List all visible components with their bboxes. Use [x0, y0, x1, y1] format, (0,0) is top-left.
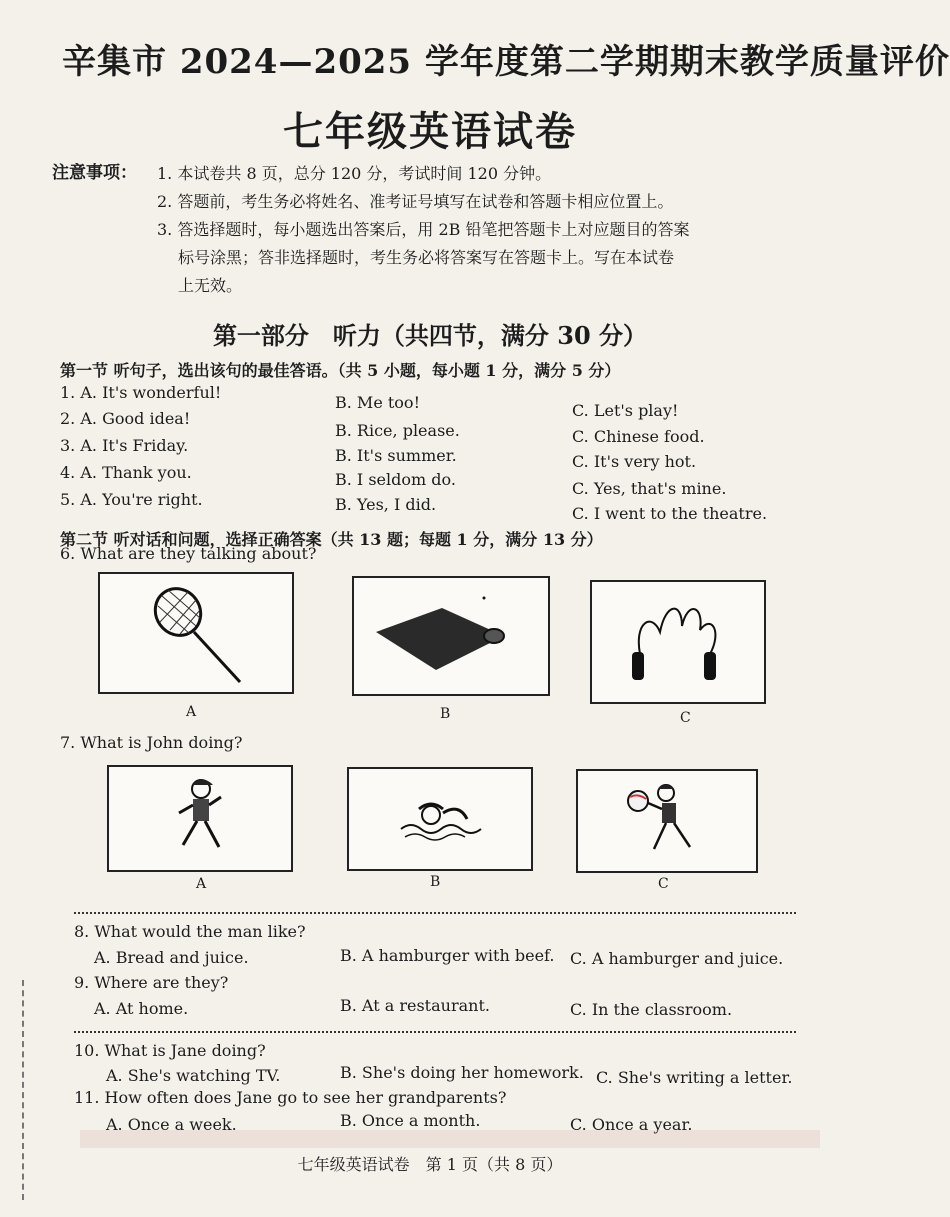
- exam-title-line2: 七年级英语试卷: [283, 108, 577, 155]
- exam-title-line1: 辛集市 2024—2025 学年度第二学期期末教学质量评价: [62, 42, 950, 82]
- q1-option-b: B. Me too!: [335, 393, 420, 412]
- q2-option-b: B. Rice, please.: [335, 421, 460, 440]
- q11-option-a: A. Once a week.: [106, 1115, 237, 1134]
- note-item-3: 3. 答选择题时，每小题选出答案后，用 2B 铅笔把答题卡上对应题目的答案: [157, 220, 690, 239]
- q7-image-a: [107, 765, 293, 872]
- note-item-2: 2. 答题前，考生务必将姓名、准考证号填写在试卷和答题卡相应位置上。: [157, 192, 674, 211]
- q5-option-b: B. Yes, I did.: [335, 495, 437, 514]
- q6-image-c: [590, 580, 766, 704]
- yoga-mat-icon: [354, 578, 548, 694]
- q4-option-a: 4. A. Thank you.: [60, 463, 192, 482]
- q6-image-a: [98, 572, 294, 694]
- q5-option-a: 5. A. You're right.: [60, 490, 203, 509]
- question-11: 11. How often does Jane go to see her grandparents?: [74, 1088, 507, 1107]
- q4-option-c: C. Yes, that's mine.: [572, 479, 727, 498]
- q1-option-c: C. Let's play!: [572, 401, 679, 420]
- swimmer-icon: [349, 769, 531, 869]
- q10-option-a: A. She's watching TV.: [106, 1066, 281, 1085]
- question-10: 10. What is Jane doing?: [74, 1041, 266, 1060]
- dotted-divider: [74, 912, 796, 914]
- question-8: 8. What would the man like?: [74, 922, 306, 941]
- q7-label-c: C: [658, 876, 669, 892]
- dotted-divider-2: [74, 1031, 796, 1033]
- q3-option-b: B. It's summer.: [335, 446, 457, 465]
- q7-label-a: A: [196, 876, 207, 892]
- q4-option-b: B. I seldom do.: [335, 470, 456, 489]
- q6-label-a: A: [186, 704, 197, 720]
- question-7: 7. What is John doing?: [60, 733, 243, 752]
- note-item-3-end: 上无效。: [178, 276, 243, 295]
- q11-option-b: B. Once a month.: [340, 1111, 481, 1130]
- running-boy-icon: [109, 767, 291, 870]
- binding-line: [22, 980, 24, 1200]
- q8-option-b: B. A hamburger with beef.: [340, 946, 555, 965]
- q11-option-c: C. Once a year.: [570, 1115, 693, 1134]
- q7-image-c: [576, 769, 758, 873]
- q6-label-b: B: [440, 706, 451, 722]
- part1-title: 第一部分 听力（共四节，满分 30 分）: [212, 321, 648, 350]
- q8-option-c: C. A hamburger and juice.: [570, 949, 784, 968]
- q10-option-c: C. She's writing a letter.: [596, 1068, 793, 1087]
- note-item-3-cont: 标号涂黑；答非选择题时，考生务必将答案写在答题卡上。写在本试卷: [178, 248, 675, 267]
- q8-option-a: A. Bread and juice.: [94, 948, 249, 967]
- jump-rope-icon: [592, 582, 764, 702]
- q9-option-a: A. At home.: [94, 999, 189, 1018]
- badminton-racket-icon: [100, 574, 292, 692]
- q3-option-c: C. It's very hot.: [572, 452, 697, 471]
- question-6: 6. What are they talking about?: [60, 544, 317, 563]
- q5-option-c: C. I went to the theatre.: [572, 504, 768, 523]
- scan-shadow: [80, 1130, 820, 1148]
- q2-option-c: C. Chinese food.: [572, 427, 705, 446]
- notes-label: 注意事项：: [52, 163, 137, 183]
- q9-option-b: B. At a restaurant.: [340, 996, 490, 1015]
- ball-player-icon: [578, 771, 756, 871]
- page-footer: 七年级英语试卷 第 1 页（共 8 页）: [297, 1155, 563, 1174]
- q1-option-a: 1. A. It's wonderful!: [60, 383, 222, 402]
- q7-label-b: B: [430, 874, 441, 890]
- q2-option-a: 2. A. Good idea!: [60, 409, 191, 428]
- q6-image-b: [352, 576, 550, 696]
- q10-option-b: B. She's doing her homework.: [340, 1063, 584, 1082]
- section1-title: 第一节 听句子，选出该句的最佳答语。（共 5 小题，每小题 1 分，满分 5 分）: [60, 361, 621, 380]
- q7-image-b: [347, 767, 533, 871]
- q3-option-a: 3. A. It's Friday.: [60, 436, 189, 455]
- q9-option-c: C. In the classroom.: [570, 1000, 733, 1019]
- section2-title: 第二节 听对话和问题，选择正确答案（共 13 题；每题 1 分，满分 13 分）: [60, 530, 603, 549]
- q6-label-c: C: [680, 710, 691, 726]
- note-item-1: 1. 本试卷共 8 页，总分 120 分，考试时间 120 分钟。: [157, 164, 552, 183]
- question-9: 9. Where are they?: [74, 973, 229, 992]
